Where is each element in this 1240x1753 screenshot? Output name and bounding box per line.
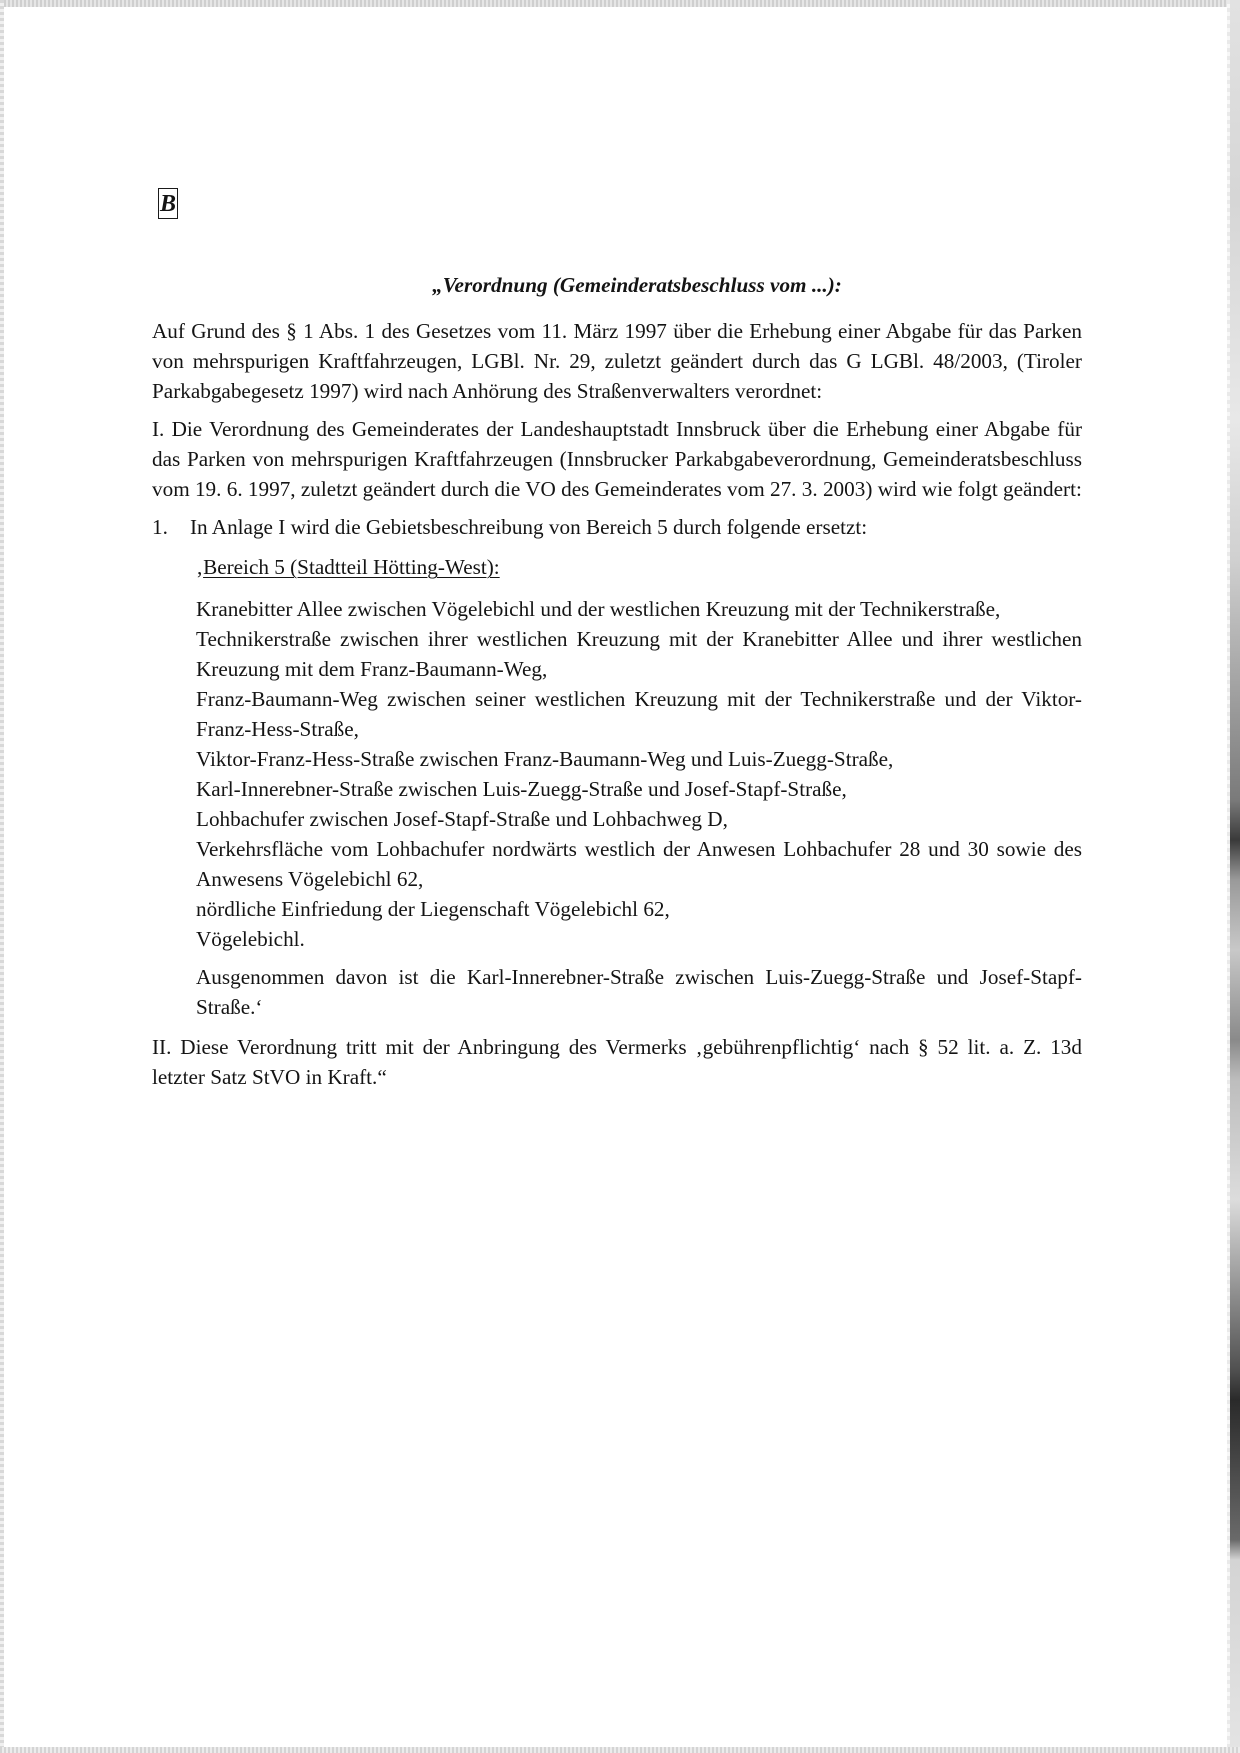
street-item: Viktor-Franz-Hess-Straße zwischen Franz-Baumann-Weg und Luis-Zuegg-Straße, xyxy=(196,747,894,771)
area-open-quote: ‚ xyxy=(196,555,204,579)
scan-edge-bottom xyxy=(0,1747,1240,1753)
scan-edge-right xyxy=(1230,0,1240,1753)
street-item: Verkehrsfläche vom Lohbachufer nordwärts westlich der Anwesen Lohbachufer 28 und 30 sowie des Anwesens Vögelebichl 62, xyxy=(196,837,1082,891)
street-item: nördliche Einfriedung der Liegenschaft Vögelebichl 62, xyxy=(196,897,670,921)
document-body xyxy=(152,270,1082,1100)
section-marker-box xyxy=(158,188,178,219)
street-item: Franz-Baumann-Weg zwischen seiner westlichen Kreuzung mit der Technikerstraße und der Viktor-Franz-Hess-Straße, xyxy=(196,687,1082,741)
scan-edge-left xyxy=(0,0,4,1753)
document-title: „Verordnung (Gemeinderatsbeschluss vom ...): xyxy=(432,273,842,297)
scan-edge-top xyxy=(0,0,1240,7)
street-list xyxy=(196,594,1082,954)
street-item: Karl-Innerebner-Straße zwischen Luis-Zuegg-Straße und Josef-Stapf-Straße, xyxy=(196,777,847,801)
section-two-paragraph: II. Diese Verordnung tritt mit der Anbringung des Vermerks ‚gebührenpflichtig‘ nach § 52 lit. a. Z. 13d letzter Satz StVO in Kraft.“ xyxy=(152,1035,1082,1089)
street-item: Vögelebichl. xyxy=(196,927,305,951)
list-item-text: In Anlage I wird die Gebietsbeschreibung von Bereich 5 durch folgende ersetzt: xyxy=(190,515,868,539)
area-heading-line xyxy=(196,552,1082,582)
intro-paragraph: Auf Grund des § 1 Abs. 1 des Gesetzes vom 11. März 1997 über die Erhebung einer Abgabe für das Parken von mehrspurigen Kraftfahrzeugen, LGBl. Nr. 29, zuletzt geändert durch das G LGBl. 48/2003, (Tiroler Parkabgabegesetz 1997) wird nach Anhörung des Straßenverwalters verordnet: xyxy=(152,319,1082,403)
area-heading: Bereich 5 (Stadtteil Hötting-West): xyxy=(203,555,500,579)
section-one-paragraph: I. Die Verordnung des Gemeinderates der Landeshauptstadt Innsbruck über die Erhebung einer Abgabe für das Parken von mehrspurigen Kraftfahrzeugen (Innsbrucker Parkabgabeverordnung, Gemeinderatsbeschluss vom 19. 6. 1997, zuletzt geändert durch die VO des Gemeinderates vom 27. 3. 2003) wird wie folgt geändert: xyxy=(152,417,1082,501)
street-item: Technikerstraße zwischen ihrer westlichen Kreuzung mit der Kranebitter Allee und ihrer westlichen Kreuzung mit dem Franz-Baumann-Weg, xyxy=(196,627,1082,681)
area-block xyxy=(196,552,1082,1022)
street-item: Lohbachufer zwischen Josef-Stapf-Straße und Lohbachweg D, xyxy=(196,807,728,831)
street-item: Kranebitter Allee zwischen Vögelebichl und der westlichen Kreuzung mit der Technikerstraße, xyxy=(196,597,1001,621)
list-item xyxy=(152,512,1082,542)
list-item-number: 1. xyxy=(152,515,168,539)
exception-paragraph: Ausgenommen davon ist die Karl-Innerebner-Straße zwischen Luis-Zuegg-Straße und Josef-Stapf-Straße.‘ xyxy=(196,965,1082,1019)
section-marker-label: B xyxy=(159,190,176,217)
